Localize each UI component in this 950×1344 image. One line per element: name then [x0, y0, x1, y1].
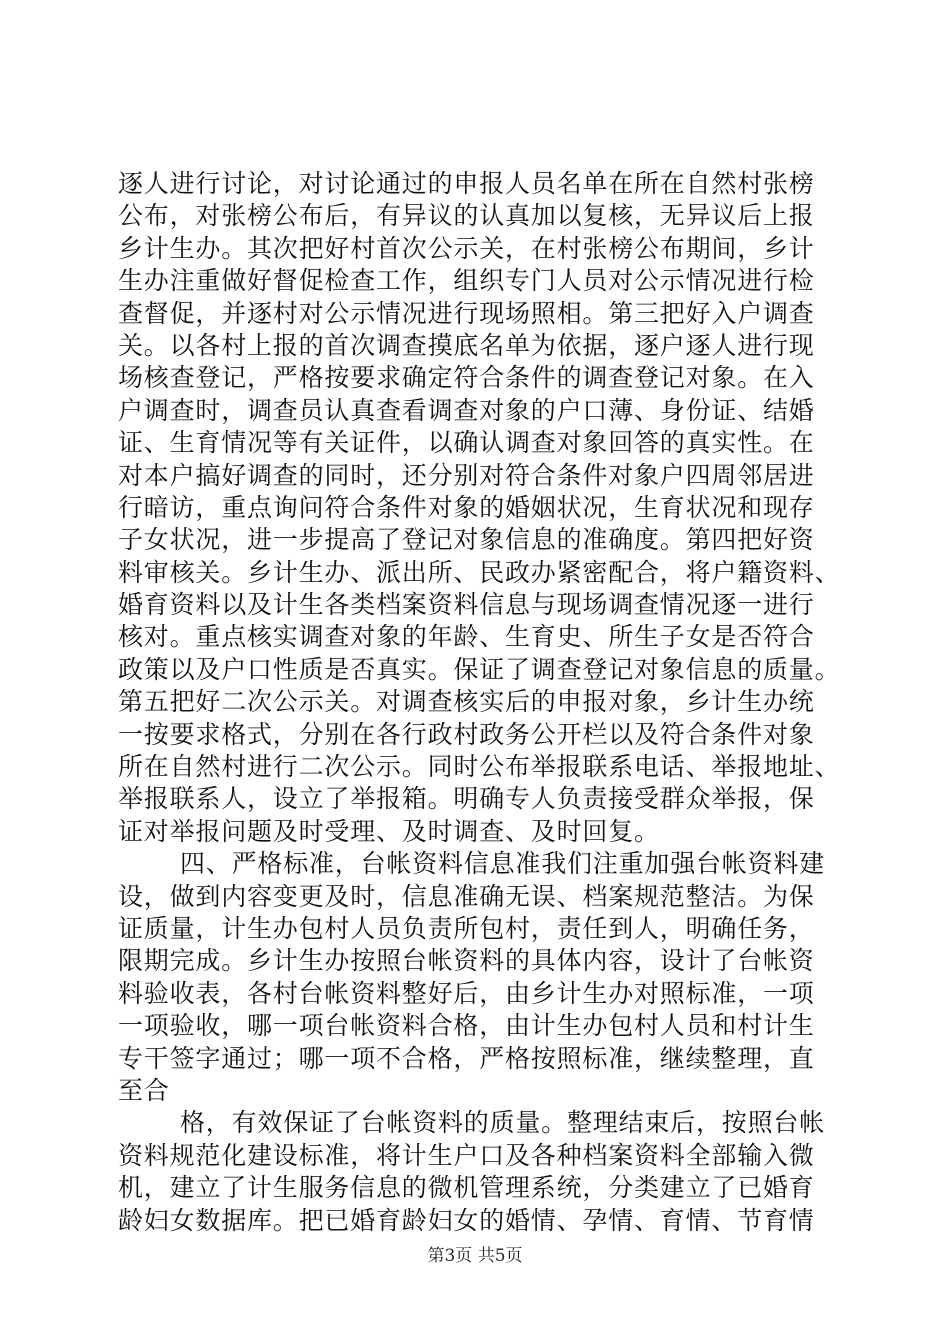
- text-line: 资料规范化建设标准，将计生户口及各种档案资料全部输入微: [118, 1140, 815, 1170]
- text-line: 户调查时，调查员认真查看调查对象的户口薄、身份证、结婚: [118, 395, 815, 425]
- paragraph-start-line: 格，有效保证了台帐资料的质量。整理结束后，按照台帐: [180, 1108, 826, 1138]
- text-line: 至合: [118, 1075, 170, 1105]
- text-line: 行暗访，重点询问符合条件对象的婚姻状况，生育状况和现存: [118, 492, 815, 522]
- text-line: 婚育资料以及计生各类档案资料信息与现场调查情况逐一进行: [118, 590, 815, 620]
- text-line: 关。以各村上报的首次调查摸底名单为依据，逐户逐人进行现: [118, 330, 815, 360]
- text-line: 龄妇女数据库。把已婚育龄妇女的婚情、孕情、育情、节育情: [118, 1205, 815, 1235]
- text-line: 一项验收，哪一项台帐资料合格，由计生办包村人员和村计生: [118, 1011, 815, 1041]
- text-line: 证质量，计生办包村人员负责所包村，责任到人，明确任务，: [118, 913, 815, 943]
- text-line: 设，做到内容变更及时，信息准确无误、档案规范整洁。为保: [118, 881, 815, 911]
- text-line: 乡计生办。其次把好村首次公示关，在村张榜公布期间，乡计: [118, 233, 815, 263]
- text-line: 查督促，并逐村对公示情况进行现场照相。第三把好入户调查: [118, 298, 815, 328]
- text-line: 举报联系人，设立了举报箱。明确专人负责接受群众举报，保: [118, 784, 815, 814]
- text-line: 料验收表，各村台帐资料整好后，由乡计生办对照标准，一项: [118, 978, 815, 1008]
- text-line: 专干签字通过；哪一项不合格，严格按照标准，继续整理，直: [118, 1043, 815, 1073]
- text-line: 证对举报问题及时受理、及时调查、及时回复。: [118, 816, 660, 846]
- text-line: 公布，对张榜公布后，有异议的认真加以复核，无异议后上报: [118, 201, 815, 231]
- text-line: 证、生育情况等有关证件，以确认调查对象回答的真实性。在: [118, 428, 815, 458]
- text-line: 第五把好二次公示关。对调查核实后的申报对象，乡计生办统: [118, 687, 815, 717]
- text-line: 对本户搞好调查的同时，还分别对符合条件对象户四周邻居进: [118, 460, 815, 490]
- text-line: 料审核关。乡计生办、派出所、民政办紧密配合，将户籍资料、: [118, 557, 841, 587]
- text-line: 机，建立了计生服务信息的微机管理系统，分类建立了已婚育: [118, 1173, 815, 1203]
- text-line: 生办注重做好督促检查工作，组织专门人员对公示情况进行检: [118, 266, 815, 296]
- text-line: 政策以及户口性质是否真实。保证了调查登记对象信息的质量。: [118, 654, 841, 684]
- page-number-footer: 第3页 共5页: [427, 1246, 523, 1266]
- body-text: [118, 168, 841, 1237]
- text-line: 限期完成。乡计生办按照台帐资料的具体内容，设计了台帐资: [118, 946, 815, 976]
- text-line: 子女状况，进一步提高了登记对象信息的准确度。第四把好资: [118, 525, 815, 555]
- paragraph-start-line: 四、严格标准，台帐资料信息准我们注重加强台帐资料建: [180, 849, 826, 879]
- text-line: 逐人进行讨论，对讨论通过的申报人员名单在所在自然村张榜: [118, 169, 815, 198]
- text-line: 所在自然村进行二次公示。同时公布举报联系电话、举报地址、: [118, 752, 841, 782]
- text-line: 一按要求格式，分别在各行政村政务公开栏以及符合条件对象: [118, 719, 815, 749]
- text-line: 核对。重点核实调查对象的年龄、生育史、所生子女是否符合: [118, 622, 815, 652]
- text-line: 场核查登记，严格按要求确定符合条件的调查登记对象。在入: [118, 363, 815, 393]
